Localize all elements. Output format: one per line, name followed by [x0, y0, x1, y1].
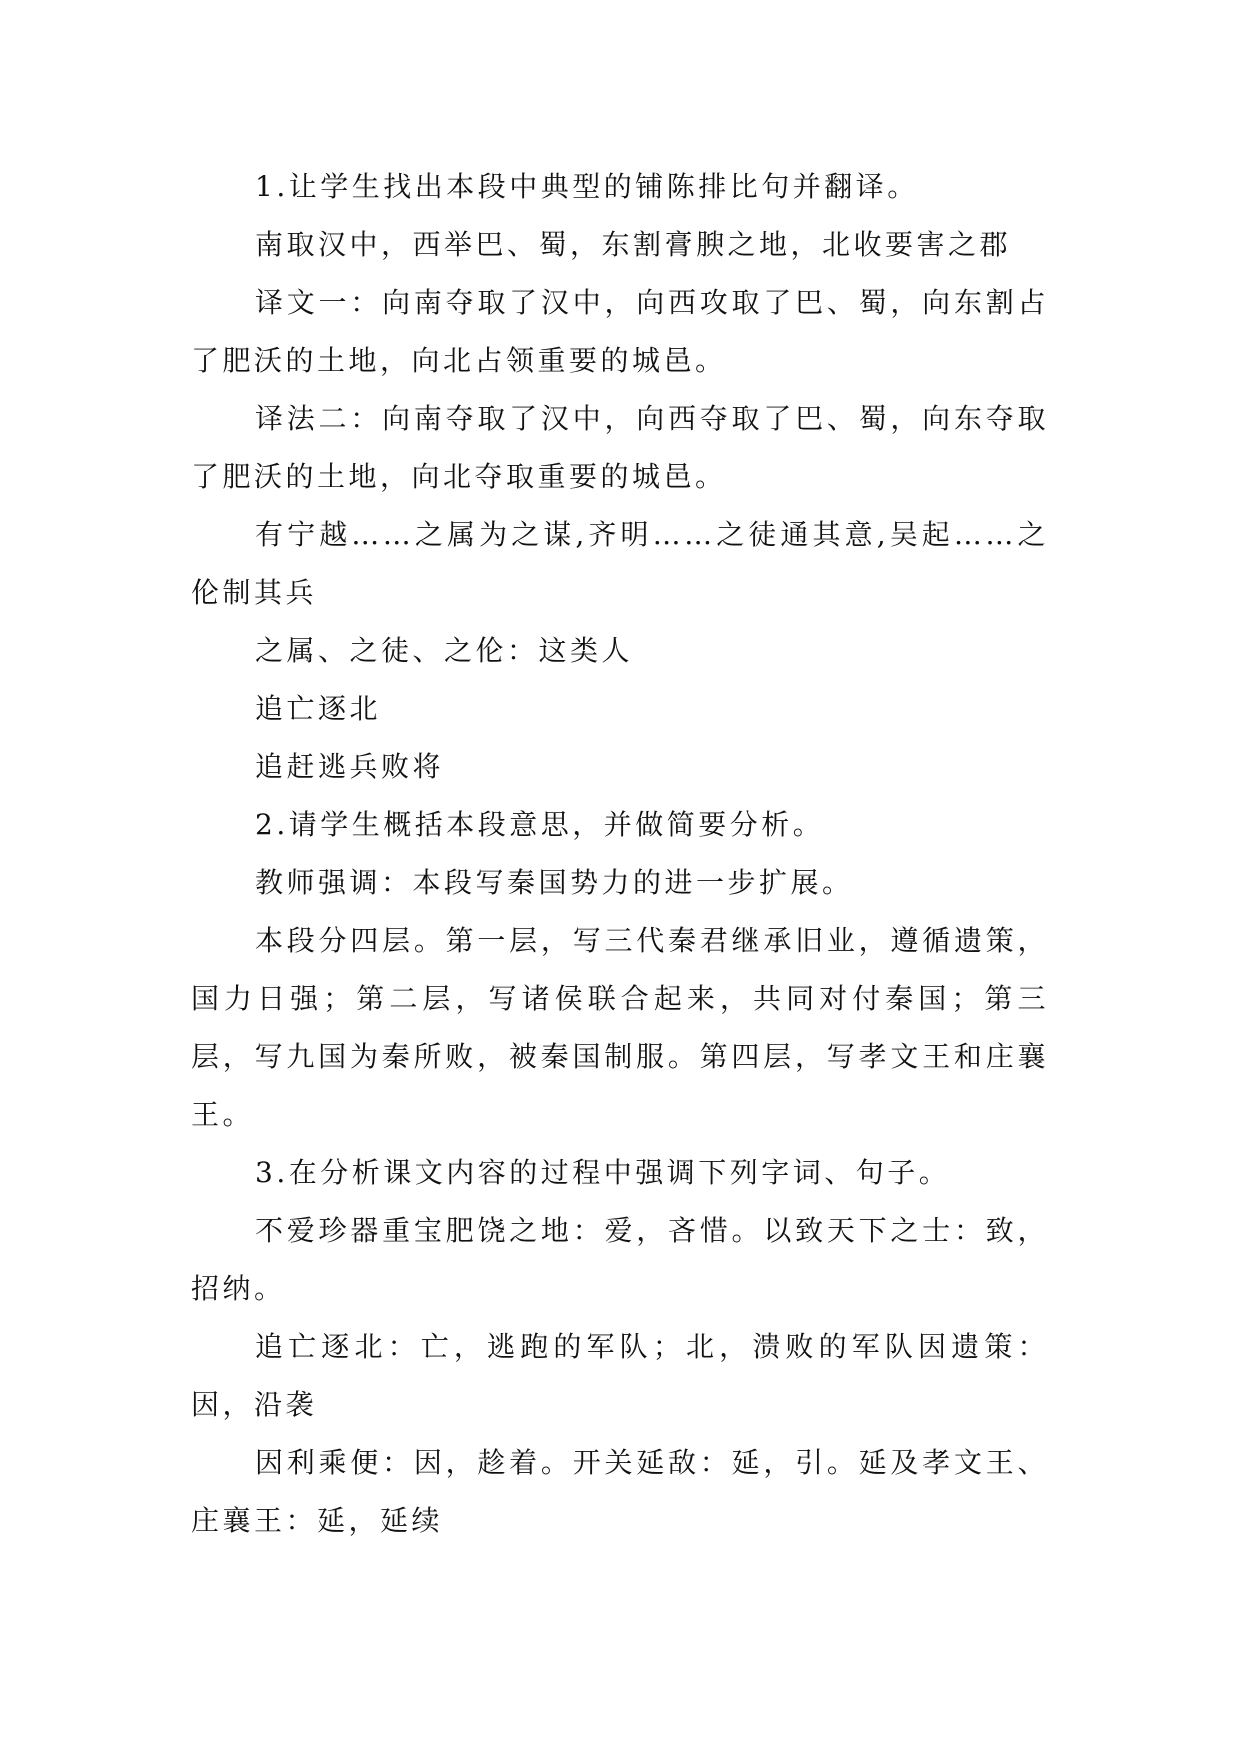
paragraph-6: 之属、之徒、之伦：这类人 [255, 634, 634, 667]
document-page [191, 158, 1049, 1550]
paragraph-4: 译法二：向南夺取了汉中，向西夺取了巴、蜀，向东夺取了肥沃的土地，向北夺取重要的城邑。 [191, 402, 1049, 493]
paragraph-10: 教师强调：本段写秦国势力的进一步扩展。 [255, 866, 854, 899]
paragraph-2: 南取汉中，西举巴、蜀，东割膏腴之地，北收要害之郡 [255, 228, 1012, 261]
paragraph-15: 因利乘便：因，趁着。开关延敌：延，引。延及孝文王、庄襄王：延，延续 [191, 1446, 1049, 1537]
paragraph-13: 不爱珍器重宝肥饶之地：爱，吝惜。以致天下之士：致，招纳。 [191, 1214, 1049, 1305]
paragraph-9: 2.请学生概括本段意思，并做简要分析。 [255, 808, 825, 841]
paragraph-8: 追赶逃兵败将 [255, 750, 445, 783]
paragraph-11: 本段分四层。第一层，写三代秦君继承旧业，遵循遗策，国力日强；第二层，写诸侯联合起来，共同对付秦国；第三层，写九国为秦所败，被秦国制服。第四层，写孝文王和庄襄王。 [191, 924, 1049, 1131]
paragraph-5: 有宁越……之属为之谋,齐明……之徒通其意,吴起……之伦制其兵 [191, 518, 1049, 609]
paragraph-3: 译文一：向南夺取了汉中，向西攻取了巴、蜀，向东割占了肥沃的土地，向北占领重要的城邑。 [191, 286, 1049, 377]
paragraph-12: 3.在分析课文内容的过程中强调下列字词、句子。 [255, 1156, 951, 1189]
paragraph-7: 追亡逐北 [255, 692, 382, 725]
paragraph-14: 追亡逐北：亡，逃跑的军队；北，溃败的军队因遗策：因，沿袭 [191, 1330, 1049, 1421]
paragraph-1: 1.让学生找出本段中典型的铺陈排比句并翻译。 [255, 170, 919, 203]
